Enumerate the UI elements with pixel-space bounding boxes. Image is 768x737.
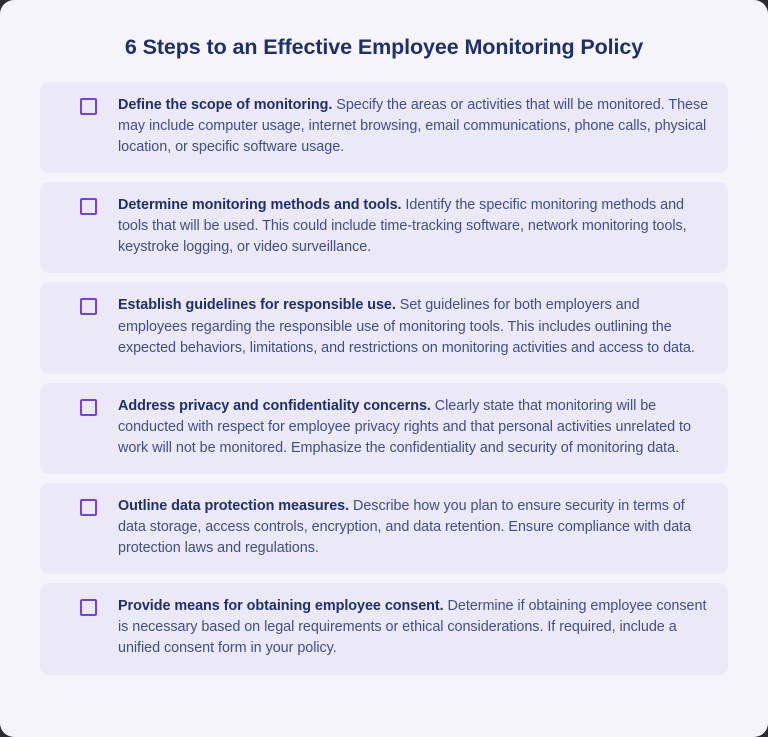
checklist-item-body: Identify the specific monitoring methods and tools that will be used. This could include time-tracking software, network monitoring tools, keystroke logging, or video surveillance. xyxy=(118,197,687,256)
checklist-item-lead: Provide means for obtaining employee consent. xyxy=(118,598,444,615)
checkbox-unchecked-icon[interactable] xyxy=(80,599,97,616)
checklist-item-body: Determine if obtaining employee consent is necessary based on legal requirements or ethical considerations. If required, include a unified consent form in your policy. xyxy=(118,598,707,657)
checklist-item[interactable] xyxy=(40,282,728,373)
page-title: 6 Steps to an Effective Employee Monitoring Policy xyxy=(124,35,644,59)
checkbox-unchecked-icon[interactable] xyxy=(80,198,97,215)
checkbox-unchecked-icon[interactable] xyxy=(80,499,97,516)
checklist xyxy=(0,61,768,675)
checklist-item-lead: Determine monitoring methods and tools. xyxy=(118,197,402,214)
checkbox-unchecked-icon[interactable] xyxy=(80,399,97,416)
checklist-item-text xyxy=(118,295,710,358)
checklist-item-text xyxy=(118,95,710,158)
checklist-item[interactable] xyxy=(40,483,728,574)
checklist-item[interactable] xyxy=(40,82,728,173)
checklist-item-text xyxy=(118,596,710,659)
checklist-item-text xyxy=(118,396,710,459)
checklist-item-body: Set guidelines for both employers and employees regarding the responsible use of monitoring tools. This includes outlining the expected behaviors, limitations, and restrictions on monitoring activities and access to data. xyxy=(118,297,695,356)
checklist-item[interactable] xyxy=(40,583,728,674)
checklist-item-lead: Define the scope of monitoring. xyxy=(118,96,337,113)
checklist-item-body: Clearly state that monitoring will be conducted with respect for employee privacy rights and that personal activities unrelated to work will not be monitored. Emphasize the confidentiality and security of monitoring data. xyxy=(118,397,691,456)
checklist-item-text xyxy=(118,496,710,559)
checklist-item-lead: Outline data protection measures. xyxy=(118,498,350,514)
checklist-item-body: Specify the areas or activities that will be monitored. These may include computer usage, internet browsing, email communications, phone calls, physical location, or specific software usage. xyxy=(118,96,709,156)
checkbox-unchecked-icon[interactable] xyxy=(80,98,97,115)
checklist-item[interactable] xyxy=(40,383,728,474)
checklist-item-text xyxy=(118,195,710,258)
checklist-item-lead: Address privacy and confidentiality concerns. xyxy=(118,397,431,414)
checklist-item[interactable] xyxy=(40,182,728,273)
checklist-item-body: Describe how you plan to ensure security in terms of data storage, access controls, encryption, and data retention. Ensure compliance with data protection laws and regulations. xyxy=(118,498,692,557)
checkbox-unchecked-icon[interactable] xyxy=(80,298,97,315)
checklist-item-lead: Establish guidelines for responsible use. xyxy=(118,297,396,314)
